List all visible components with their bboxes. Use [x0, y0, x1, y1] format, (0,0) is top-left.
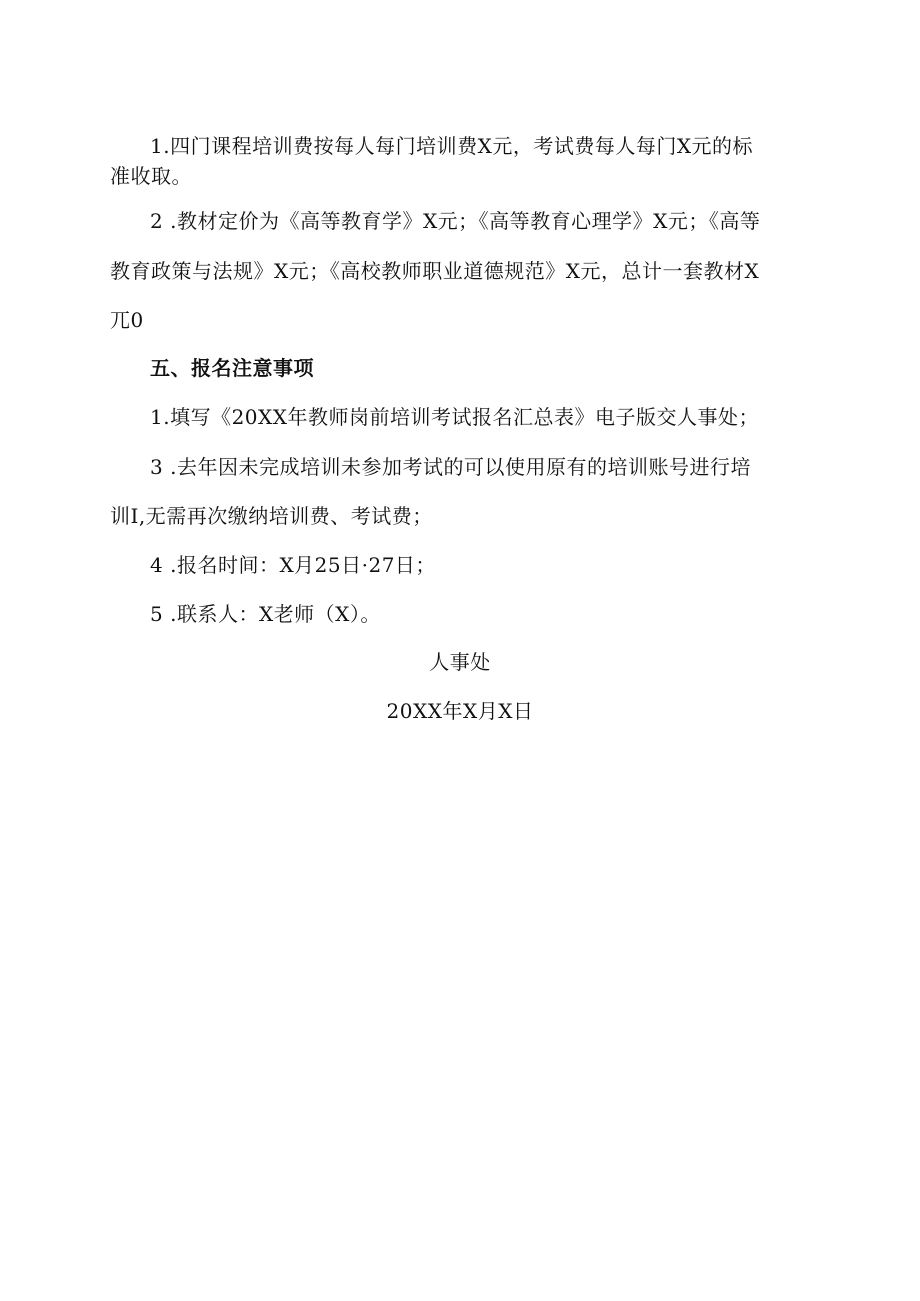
section-5-item-3-line-1: 3 .去年因未完成培训未参加考试的可以使用原有的培训账号进行培 [150, 455, 751, 479]
fee-item-1-line-1: 1.四门课程培训费按每人每门培训费X元，考试费每人每门X元的标 [150, 134, 754, 158]
fee-item-2-line-2: 教育政策与法规》X元；《高校教师职业道德规范》X元，总计一套教材X [110, 259, 760, 283]
section-5-heading: 五、报名注意事项 [150, 356, 314, 380]
signature-date: 20XX年X月X日 [386, 699, 534, 723]
section-5-item-1: 1.填写《20XX年教师岗前培训考试报名汇总表》电子版交人事处； [150, 405, 760, 429]
fee-item-2-line-3: 兀0 [110, 308, 144, 332]
fee-item-1-line-2: 准收取。 [110, 164, 192, 188]
section-5-item-4: 4 .报名时间：X月25日·27日； [150, 553, 436, 577]
fee-item-2-line-1: 2 .教材定价为《高等教育学》X元；《高等教育心理学》X元；《高等 [150, 209, 761, 233]
signature-department: 人事处 [429, 650, 491, 674]
section-5-item-3-line-2: 训I,无需再次缴纳培训费、考试费； [110, 504, 433, 528]
section-5-item-5: 5 .联系人：X老师（X）。 [150, 602, 381, 626]
